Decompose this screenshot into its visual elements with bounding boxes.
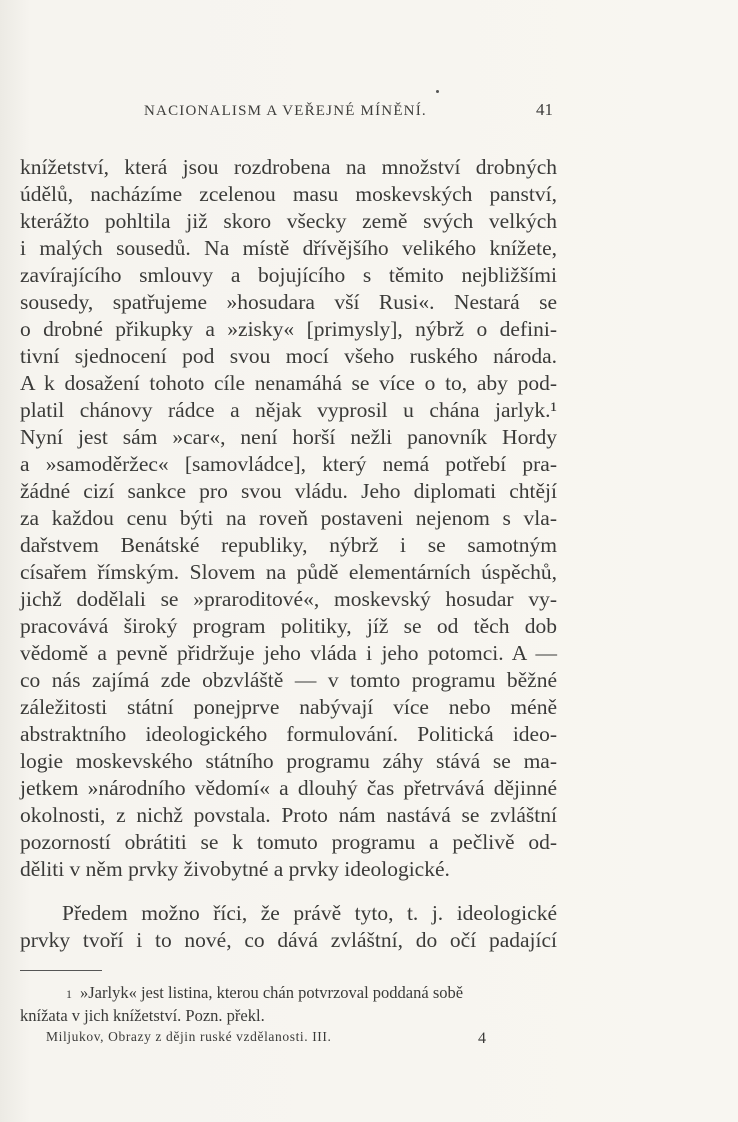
text-line: děliti v něm prvky živobytné a prvky ideologické.	[20, 857, 450, 881]
text-line: jichž dodělali se »praroditové«, moskevský hosudar vy-	[20, 587, 557, 611]
text-line: za každou cenu býti na roveň postaveni nejenom s vla-	[20, 506, 557, 530]
text-line: záležitosti státní ponejprve nabývají více nebo méně	[20, 695, 557, 719]
text-line: knížetství, která jsou rozdrobena na množství drobných	[20, 155, 557, 179]
text-line: dařstvem Benátské republiky, nýbrž i se samotným	[20, 533, 557, 557]
text-line: tivní sjednocení pod svou mocí všeho ruského národa.	[20, 344, 557, 368]
running-head: NACIONALISM A VEŘEJNÉ MÍNĚNÍ.	[144, 103, 427, 119]
text-line: vědomě a pevně přidržuje jeho vláda i jeho potomci. A —	[20, 641, 557, 665]
text-line: a »samoděržec« [samovládce], který nemá potřebí pra-	[20, 452, 557, 476]
text-line: zavírajícího smlouvy a bojujícího s těmito nejbližšími	[20, 263, 557, 287]
text-line: Předem možno říci, že právě tyto, t. j. ideologické	[62, 901, 557, 925]
text-line: logie moskevského státního programu záhy stává se ma-	[20, 749, 557, 773]
footnote-text-line: knížata v jich knížetství. Pozn. překl.	[20, 1006, 265, 1025]
text-line: okolnosti, z nichž povstala. Proto nám nastává se zvláštní	[20, 803, 557, 827]
footnote-text-line: »Jarlyk« jest listina, kterou chán potvrzoval poddaná sobě	[80, 983, 464, 1002]
text-line: co nás zajímá zde obzvláště — v tomto programu běžné	[20, 668, 557, 692]
text-line: kterážto pohltila již skoro všecky země svých velkých	[20, 209, 557, 233]
ink-dot	[436, 90, 439, 93]
printer-signature: Miljukov, Obrazy z dějin ruské vzdělanosti. III.	[46, 1029, 332, 1044]
sheet-number: 4	[478, 1030, 486, 1047]
text-line: i malých sousedů. Na místě dřívějšího velikého knížete,	[20, 236, 557, 260]
page-number: 41	[536, 100, 553, 119]
text-line: prvky tvoří i to nové, co dává zvláštní, do očí padající	[20, 928, 557, 952]
text-line: o drobné přikupky a »zisky« [primysly], nýbrž o defini-	[20, 317, 557, 341]
text-line: platil chánovy rádce a nějak vyprosil u chána jarlyk.¹	[20, 398, 557, 422]
text-line: pracovává široký program politiky, jíž se od těch dob	[20, 614, 557, 638]
text-line: jetkem »národního vědomí« a dlouhý čas přetrvává dějinné	[20, 776, 557, 800]
text-line: císařem římským. Slovem na půdě elementárních úspěchů,	[20, 560, 557, 584]
text-line: žádné cizí sankce pro svou vládu. Jeho diplomati chtějí	[20, 479, 557, 503]
text-line: A k dosažení tohoto cíle nenamáhá se více o to, aby pod-	[20, 371, 557, 395]
text-line: pozorností obrátiti se k tomuto programu a pečlivě od-	[20, 830, 557, 854]
text-line: sousedy, spatřujeme »hosudara vší Rusi«. Nestará se	[20, 290, 557, 314]
footnote-separator	[20, 970, 102, 971]
footnote-marker: 1	[66, 987, 72, 1001]
text-line: abstraktního ideologického formulování. Politická ideo-	[20, 722, 557, 746]
text-line: údělů, nacházíme zcelenou masu moskevských panství,	[20, 182, 557, 206]
text-line: Nyní jest sám »car«, není horší nežli panovník Hordy	[20, 425, 557, 449]
